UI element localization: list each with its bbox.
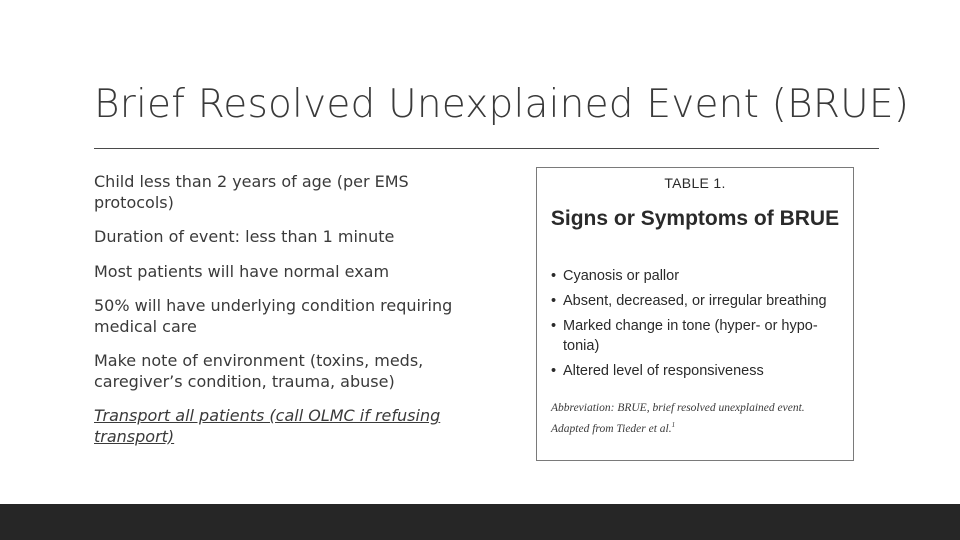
brue-table-image xyxy=(536,167,854,461)
bullet-dot-icon: • xyxy=(551,268,557,284)
footnote-abbreviation: Abbreviation: BRUE, brief resolved unexplained event. xyxy=(551,402,805,414)
symptom-text: Absent, decreased, or irregular breathing xyxy=(563,293,827,309)
bullet-item-transport xyxy=(94,406,454,447)
bullet-item: Most patients will have normal exam xyxy=(94,261,390,281)
symptom-text: Marked change in tone (hyper- or hypo-tonia) xyxy=(563,318,818,354)
table-heading: Signs or Symptoms of BRUE xyxy=(550,207,840,230)
symptom-item xyxy=(551,266,845,286)
bullet-list xyxy=(94,172,454,461)
title-divider xyxy=(94,148,879,149)
symptom-text: Altered level of responsiveness xyxy=(563,363,764,379)
bullet-item: Duration of event: less than 1 minute xyxy=(94,227,395,246)
slide-title: Brief Resolved Unexplained Event (BRUE) xyxy=(94,82,910,127)
table-footnote xyxy=(551,400,845,438)
footnote-source-text: Adapted from Tieder et al. xyxy=(551,422,672,435)
bullet-dot-icon: • xyxy=(551,293,557,309)
bullet-dot-icon: • xyxy=(551,363,557,379)
symptom-item xyxy=(551,361,845,381)
symptom-item xyxy=(551,316,845,356)
symptom-list xyxy=(551,266,845,386)
transport-link[interactable]: Transport all patients (call OLMC if refusing transport) xyxy=(94,406,441,446)
table-label: TABLE 1. xyxy=(664,175,726,191)
bullet-item: 50% will have underlying condition requiring medical care xyxy=(94,296,453,336)
bullet-item: Child less than 2 years of age (per EMS protocols) xyxy=(94,172,409,212)
footnote-source xyxy=(551,417,845,438)
footnote-ref: 1 xyxy=(671,421,676,429)
symptom-item xyxy=(551,291,845,311)
symptom-text: Cyanosis or pallor xyxy=(563,268,680,284)
bullet-dot-icon: • xyxy=(551,318,557,334)
bullet-item: Make note of environment (toxins, meds, caregiver’s condition, trauma, abuse) xyxy=(94,351,424,391)
bottom-bar xyxy=(0,504,960,540)
